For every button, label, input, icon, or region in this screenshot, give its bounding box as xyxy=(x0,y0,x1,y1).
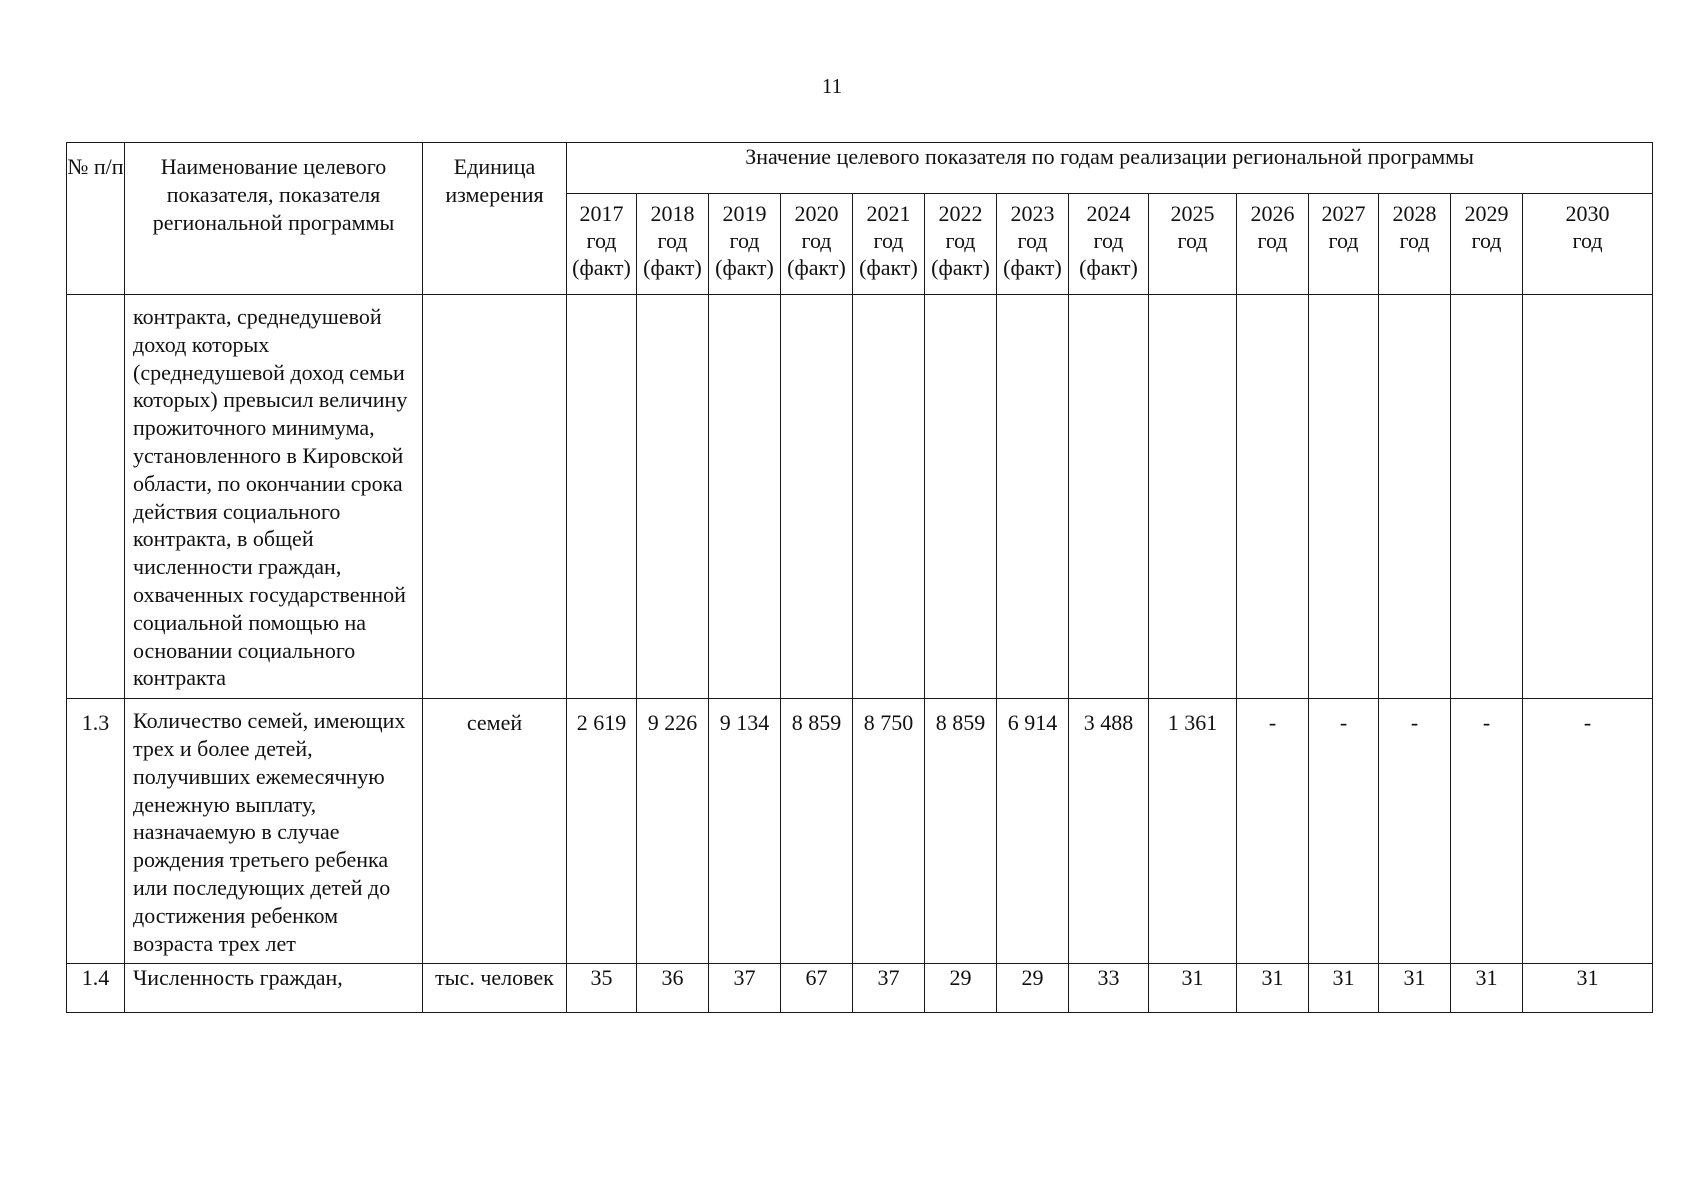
header-values-group: Значение целевого показателя по годам реализации региональной программы xyxy=(567,143,1653,194)
value-cell: 2 619 xyxy=(567,699,637,964)
page-number: 11 xyxy=(821,74,843,98)
header-year: 2017 год (факт) xyxy=(567,194,637,295)
header-year: 2030 год xyxy=(1523,194,1653,295)
value-cell: - xyxy=(1309,699,1379,964)
value-cell: 9 134 xyxy=(709,699,781,964)
value-cell: 3 488 xyxy=(1069,699,1149,964)
header-year: 2025 год xyxy=(1149,194,1237,295)
value-cell: - xyxy=(1523,699,1653,964)
value-cell: 8 859 xyxy=(781,699,853,964)
value-cell: 37 xyxy=(709,964,781,1013)
table-row xyxy=(67,295,1653,699)
value-cell: 31 xyxy=(1379,964,1451,1013)
table-row xyxy=(67,699,1653,964)
value-cell: - xyxy=(1237,699,1309,964)
value-cell: 31 xyxy=(1237,964,1309,1013)
value-cell: 31 xyxy=(1451,964,1523,1013)
value-cell: 31 xyxy=(1149,964,1237,1013)
header-year: 2028 год xyxy=(1379,194,1451,295)
value-cell xyxy=(1069,295,1149,699)
header-year: 2018 год (факт) xyxy=(637,194,709,295)
header-year: 2022 год (факт) xyxy=(925,194,997,295)
row-number xyxy=(67,295,125,699)
value-cell: 36 xyxy=(637,964,709,1013)
value-cell: - xyxy=(1379,699,1451,964)
value-cell xyxy=(637,295,709,699)
header-year: 2020 год (факт) xyxy=(781,194,853,295)
header-year: 2024 год (факт) xyxy=(1069,194,1149,295)
value-cell: 8 750 xyxy=(853,699,925,964)
value-cell: 6 914 xyxy=(997,699,1069,964)
value-cell: 37 xyxy=(853,964,925,1013)
value-cell xyxy=(853,295,925,699)
value-cell xyxy=(925,295,997,699)
indicators-table xyxy=(66,142,1653,1013)
header-year: 2021 год (факт) xyxy=(853,194,925,295)
value-cell: 29 xyxy=(925,964,997,1013)
header-name: Наименование целевого показателя, показателя региональной программы xyxy=(125,143,423,295)
value-cell xyxy=(1309,295,1379,699)
unit-cell: семей xyxy=(423,699,567,964)
value-cell: 8 859 xyxy=(925,699,997,964)
value-cell xyxy=(1523,295,1653,699)
value-cell xyxy=(1379,295,1451,699)
value-cell xyxy=(1149,295,1237,699)
row-number: 1.3 xyxy=(67,699,125,964)
unit-cell: тыс. человек xyxy=(423,964,567,1013)
value-cell xyxy=(781,295,853,699)
value-cell: 33 xyxy=(1069,964,1149,1013)
value-cell: - xyxy=(1451,699,1523,964)
value-cell: 67 xyxy=(781,964,853,1013)
value-cell: 35 xyxy=(567,964,637,1013)
indicator-name: Численность граждан, xyxy=(125,964,423,1013)
unit-cell xyxy=(423,295,567,699)
header-num: № п/п xyxy=(67,143,125,295)
header-year: 2029 год xyxy=(1451,194,1523,295)
table-row xyxy=(67,964,1653,1013)
header-year: 2026 год xyxy=(1237,194,1309,295)
value-cell xyxy=(567,295,637,699)
header-unit: Единица измерения xyxy=(423,143,567,295)
header-year: 2023 год (факт) xyxy=(997,194,1069,295)
value-cell xyxy=(709,295,781,699)
indicator-name: Количество семей, имеющих трех и более детей, получивших ежемесячную денежную выплату, назначаемую в случае рождения третьего ребенка или последующих детей до достижения ребенком возраста трех лет xyxy=(125,699,423,964)
row-number: 1.4 xyxy=(67,964,125,1013)
value-cell: 31 xyxy=(1309,964,1379,1013)
value-cell xyxy=(1237,295,1309,699)
value-cell: 1 361 xyxy=(1149,699,1237,964)
value-cell xyxy=(1451,295,1523,699)
value-cell: 31 xyxy=(1523,964,1653,1013)
value-cell xyxy=(997,295,1069,699)
header-year: 2027 год xyxy=(1309,194,1379,295)
value-cell: 29 xyxy=(997,964,1069,1013)
indicator-name: контракта, среднедушевой доход которых (среднедушевой доход семьи которых) превысил величину прожиточного минимума, установленного в Кировской области, по окончании срока действия социального контракта, в общей численности граждан, охваченных государственной социальной помощью на основании социального контракта xyxy=(125,295,423,699)
value-cell: 9 226 xyxy=(637,699,709,964)
header-year: 2019 год (факт) xyxy=(709,194,781,295)
